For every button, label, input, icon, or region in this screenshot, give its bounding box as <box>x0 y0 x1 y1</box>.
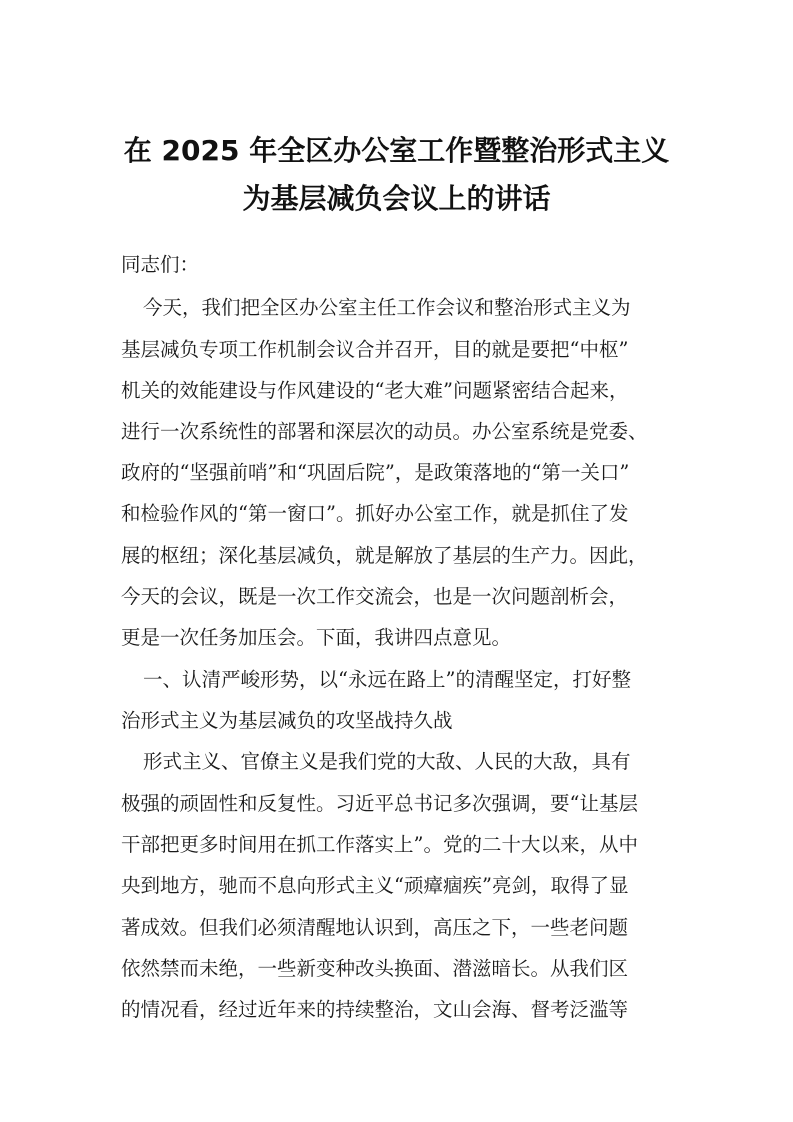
paragraph-line: 今天，我们把全区办公室主任工作会议和整治形式主义为 <box>143 296 631 319</box>
paragraph-line: 的情况看，经过近年来的持续整治，文山会海、督考泛滥等 <box>121 998 629 1021</box>
document-title-line-1: 在 2025 年全区办公室工作暨整治形式主义 <box>123 134 670 167</box>
paragraph-line: 形式主义、官僚主义是我们党的大敌、人民的大敌，具有 <box>143 750 631 773</box>
document-title-line-2: 为基层减负会议上的讲话 <box>242 182 551 215</box>
paragraph-line: 展的枢纽；深化基层减负，就是解放了基层的生产力。因此， <box>121 544 648 567</box>
paragraph-line: 和检验作风的“第一窗口”。抓好办公室工作，就是抓住了发 <box>121 502 629 525</box>
paragraph-line: 干部把更多时间用在抓工作落实上”。党的二十大以来，从中 <box>121 833 638 856</box>
paragraph-line: 著成效。但我们必须清醒地认识到，高压之下，一些老问题 <box>121 916 629 939</box>
paragraph-line: 政府的“坚强前哨”和“巩固后院”，是政策落地的“第一关口” <box>121 461 630 484</box>
paragraph-line: 机关的效能建设与作风建设的“老大难”问题紧密结合起来， <box>121 379 629 402</box>
paragraph-line: 依然禁而未绝，一些新变种改头换面、潜滋暗长。从我们区 <box>121 957 629 980</box>
paragraph-line: 极强的顽固性和反复性。习近平总书记多次强调，要“让基层 <box>121 792 638 815</box>
section-heading-line: 一、认清严峻形势，以“永远在路上”的清醒坚定，打好整 <box>143 668 631 691</box>
paragraph-line: 今天的会议，既是一次工作交流会，也是一次问题剖析会， <box>121 585 629 608</box>
section-heading-line: 治形式主义为基层减负的攻坚战持久战 <box>121 709 453 732</box>
paragraph-line: 进行一次系统性的部署和深层次的动员。办公室系统是党委、 <box>121 420 648 443</box>
paragraph-line: 基层减负专项工作机制会议合并召开，目的就是要把“中枢” <box>121 338 629 361</box>
paragraph-line: 央到地方，驰而不息向形式主义“顽瘴痼疾”亮剑，取得了显 <box>121 874 629 897</box>
salutation: 同志们： <box>121 253 200 276</box>
paragraph-line: 更是一次任务加压会。下面，我讲四点意见。 <box>121 626 512 649</box>
